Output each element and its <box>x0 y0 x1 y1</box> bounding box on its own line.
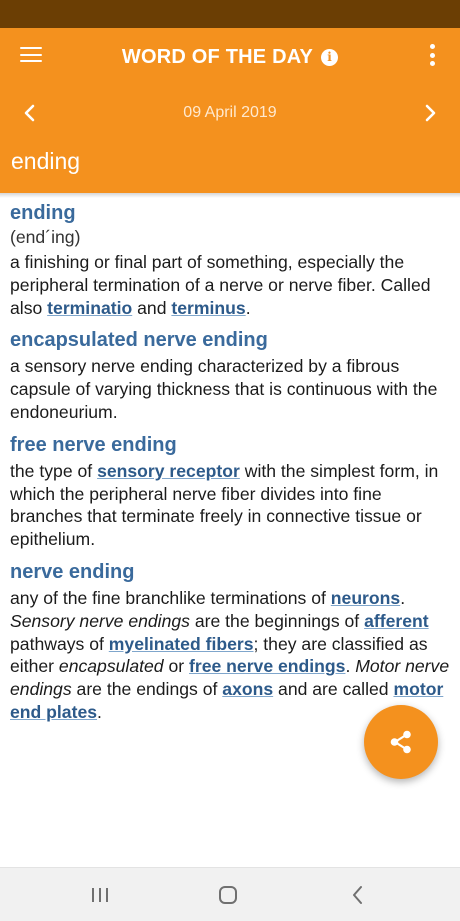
definition-text: and <box>132 297 172 318</box>
link-terminus[interactable]: terminus <box>171 297 246 318</box>
previous-day-chevron-icon[interactable] <box>20 103 40 123</box>
entry-definition <box>10 460 450 551</box>
pronunciation-text: end´ing <box>15 227 75 247</box>
app-bar <box>0 28 460 193</box>
toolbar <box>0 28 460 86</box>
status-bar <box>0 0 460 28</box>
italic-text: encapsulated <box>58 656 164 677</box>
menu-icon[interactable] <box>20 46 42 64</box>
info-icon[interactable]: i <box>321 49 338 66</box>
definition-text: the type of <box>10 460 98 481</box>
date-navigator <box>0 90 460 136</box>
link-free-nerve-endings[interactable]: free nerve endings <box>189 656 346 677</box>
definition-text: . <box>245 297 251 318</box>
more-options-icon[interactable] <box>428 43 438 69</box>
entry-term: encapsulated nerve ending <box>10 329 268 352</box>
system-navigation-bar <box>0 867 460 921</box>
definition-text: and are called <box>273 679 394 700</box>
entry-nerve-ending <box>10 559 450 724</box>
definition-content <box>10 200 450 724</box>
link-terminatio[interactable]: terminatio <box>47 297 133 318</box>
definition-text: with the simplest form, in which the peripheral nerve fiber divides into fine branches that terminate freely in connective tissue or epithelium. <box>10 460 439 550</box>
link-sensory-receptor[interactable]: sensory receptor <box>97 460 240 481</box>
definition-text: or <box>163 656 189 677</box>
definition-text: any of the fine branchlike terminations of <box>10 587 331 608</box>
link-neurons[interactable]: neurons <box>330 587 401 608</box>
entry-definition: a sensory nerve ending characterized by a fibrous capsule of varying thickness that is continuous with the endoneurium. <box>10 356 438 422</box>
link-axons[interactable]: axons <box>222 679 274 700</box>
back-icon[interactable] <box>345 882 371 908</box>
entry-term: ending <box>10 202 76 224</box>
word-heading: ending <box>11 148 81 174</box>
definition-text: pathways of <box>10 633 109 654</box>
entry-term: nerve ending <box>10 560 135 583</box>
definition-text: . <box>400 587 406 608</box>
pronunciation <box>10 226 450 249</box>
italic-text: Sensory nerve endings <box>10 610 190 631</box>
home-icon[interactable] <box>215 882 241 908</box>
link-afferent[interactable]: afferent <box>364 610 429 631</box>
italic-text: Motor nerve endings <box>10 656 450 700</box>
definition-text: . <box>97 701 102 722</box>
pronunciation-close: ) <box>74 227 81 247</box>
entry-term: free nerve ending <box>10 433 177 456</box>
link-myelinated-fibers[interactable]: myelinated fibers <box>108 633 254 654</box>
next-day-chevron-icon[interactable] <box>420 103 440 123</box>
definition-text: are the endings of <box>71 679 223 700</box>
entry-encapsulated-nerve-ending <box>10 327 450 423</box>
share-button[interactable] <box>364 705 438 779</box>
pronunciation-open: ( <box>10 227 16 247</box>
definition-text: are the beginnings of <box>189 610 365 631</box>
entry-definition <box>10 587 450 724</box>
link-motor-end-plates[interactable]: motor end plates <box>10 679 444 722</box>
entry-free-nerve-ending <box>10 432 450 551</box>
app-title: WORD OF THE DAY <box>121 45 314 68</box>
definition-text: . <box>345 656 356 677</box>
definition-text: ; they are classified as either <box>10 633 428 677</box>
recents-icon[interactable] <box>87 882 113 908</box>
entry-ending <box>10 200 450 319</box>
date-label: 09 April 2019 <box>183 104 277 121</box>
app-bar-shadow <box>0 193 460 198</box>
share-icon <box>387 728 415 756</box>
entry-definition <box>10 251 450 319</box>
definition-text: a finishing or final part of something, especially the peripheral termination of a nerve or nerve fiber. Called also <box>10 252 431 318</box>
title-container <box>0 28 460 86</box>
